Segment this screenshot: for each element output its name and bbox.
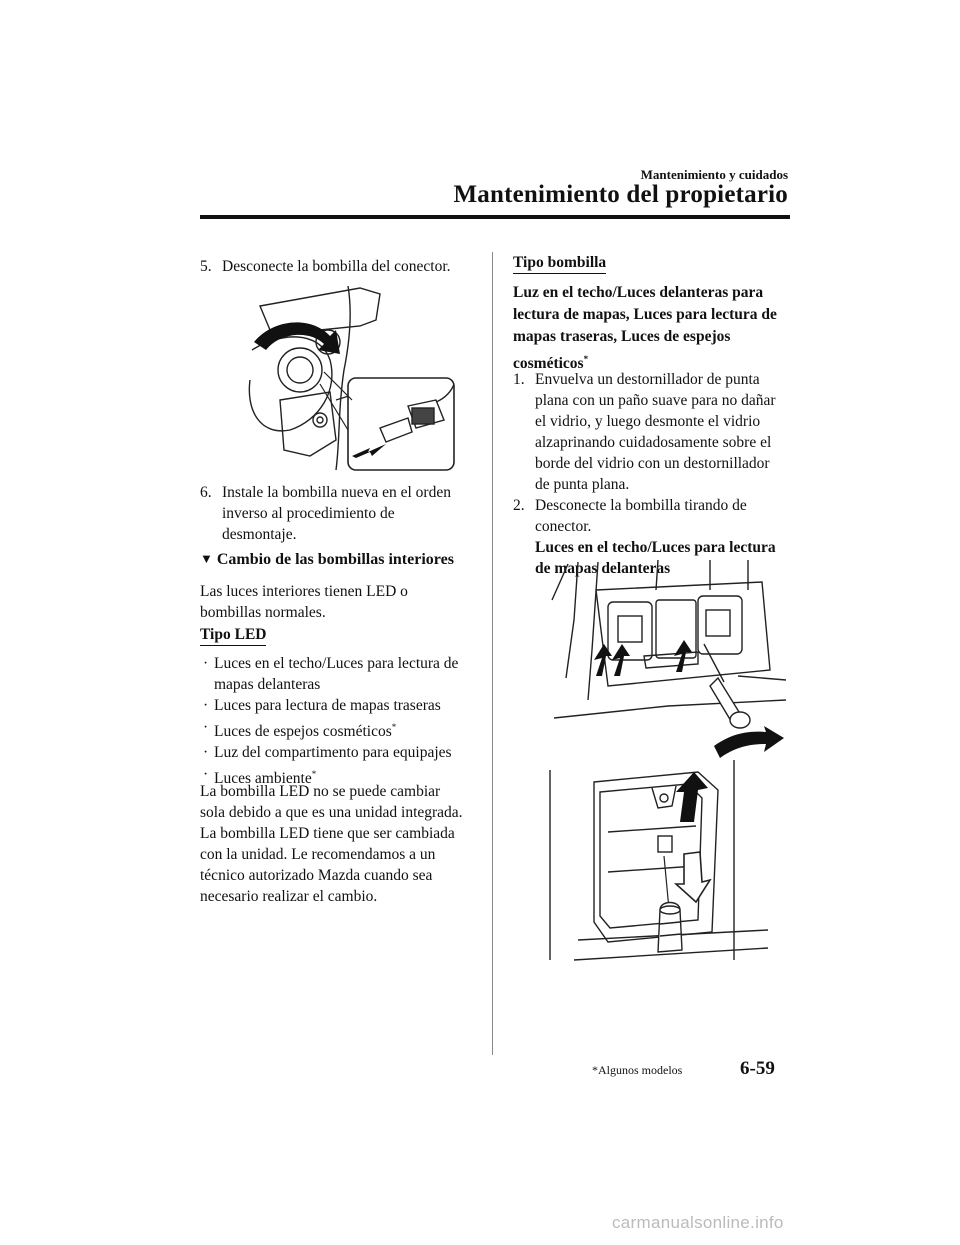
bullet-dot: · (203, 655, 209, 672)
step-number: 5. (200, 258, 212, 275)
list-item-text: Luz del compartimento para equipajes (214, 744, 452, 762)
bullet-dot: · (203, 744, 209, 762)
step-text: alzaprinando cuidadosamente sobre el (535, 434, 772, 451)
step-number: 2. (513, 497, 525, 514)
step-number: 1. (513, 371, 525, 388)
paragraph-line: bombillas normales. (200, 604, 326, 621)
list-item (200, 653, 492, 695)
subheading-line: Luz en el techo/Luces delanteras para (513, 284, 764, 301)
led-paragraph (200, 781, 492, 907)
watermark: carmanualsonline.info (612, 1213, 784, 1232)
list-item-text: mapas delanteras (214, 676, 321, 693)
list-item (200, 717, 492, 742)
list-item-text: Luces ambiente (214, 770, 312, 788)
footnote: *Algunos modelos (592, 1063, 683, 1077)
paragraph-line: necesario realizar el cambio. (200, 888, 378, 905)
paragraph-line: con la unidad. Le recomendamos a un (200, 846, 436, 863)
subheading-line: mapas traseras, Luces de espejos (513, 328, 731, 345)
bullet-dot: · (203, 697, 209, 714)
figure-overhead-lamp (548, 560, 788, 965)
paragraph-line: técnico autorizado Mazda cuando sea (200, 867, 433, 884)
step-text: inverso al procedimiento de (222, 505, 395, 522)
page-number: 6-59 (740, 1058, 775, 1079)
column-divider (492, 252, 493, 1055)
list-item-text: Luces en el techo/Luces para lectura de (214, 655, 459, 672)
step-1 (513, 369, 793, 495)
header-rule (200, 215, 790, 219)
section-heading (200, 548, 490, 570)
step-text: Instale la bombilla nueva en el orden (222, 484, 451, 501)
step-text: plana con un paño suave para no dañar (535, 392, 776, 409)
section-title: Mantenimiento del propietario (453, 181, 788, 208)
footnote-star: * (583, 354, 589, 364)
step-text: de punta plana. (535, 476, 630, 493)
bullet-dot: · (203, 766, 209, 784)
step-number: 6. (200, 484, 212, 501)
footnote-star: * (311, 769, 317, 780)
step-text: el vidrio, y luego desmonte el vidrio (535, 413, 761, 430)
figure-bulb-disconnect (240, 280, 458, 476)
step-text: Desconecte la bombilla del conector. (222, 258, 451, 275)
step-text: borde del vidrio con un destornillador (535, 455, 770, 472)
intro-paragraph (200, 581, 490, 623)
step-6 (200, 482, 490, 545)
list-item-text: Luces para lectura de mapas traseras (214, 697, 441, 714)
step-text: conector. (535, 518, 592, 535)
list-item-text: Luces de espejos cosméticos (214, 723, 392, 741)
step-subheading: de mapas delanteras (535, 560, 671, 577)
bulb-subheading (513, 282, 793, 375)
bulb-type-title-wrap (513, 254, 606, 274)
heading-text: Cambio de las bombillas interiores (216, 551, 454, 568)
list-item (200, 695, 492, 716)
step-text: Envuelva un destornillador de punta (535, 371, 760, 388)
subheading-line: lectura de mapas, Luces para lectura de (513, 306, 777, 323)
led-type-title-wrap (200, 626, 266, 646)
paragraph-line: La bombilla LED tiene que ser cambiada (200, 825, 455, 842)
led-type-title: Tipo LED (200, 626, 266, 646)
paragraph-line: La bombilla LED no se puede cambiar (200, 783, 441, 800)
footnote-star: * (391, 722, 397, 732)
step-5 (200, 256, 490, 277)
subheading-line: cosméticos (513, 355, 584, 373)
section-subtitle: Mantenimiento y cuidados (640, 167, 788, 182)
bullet-dot: · (203, 719, 209, 736)
step-subheading: Luces en el techo/Luces para lectura (535, 539, 776, 556)
paragraph-line: Las luces interiores tienen LED o (200, 583, 408, 600)
step-text: Desconecte la bombilla tirando de (535, 497, 747, 514)
list-item (200, 742, 492, 763)
paragraph-line: sola debido a que es una unidad integrada. (200, 804, 463, 821)
bulb-type-title: Tipo bombilla (513, 254, 606, 274)
led-list (200, 653, 492, 789)
triangle-marker-icon: ▼ (200, 551, 213, 566)
step-text: desmontaje. (222, 526, 297, 543)
